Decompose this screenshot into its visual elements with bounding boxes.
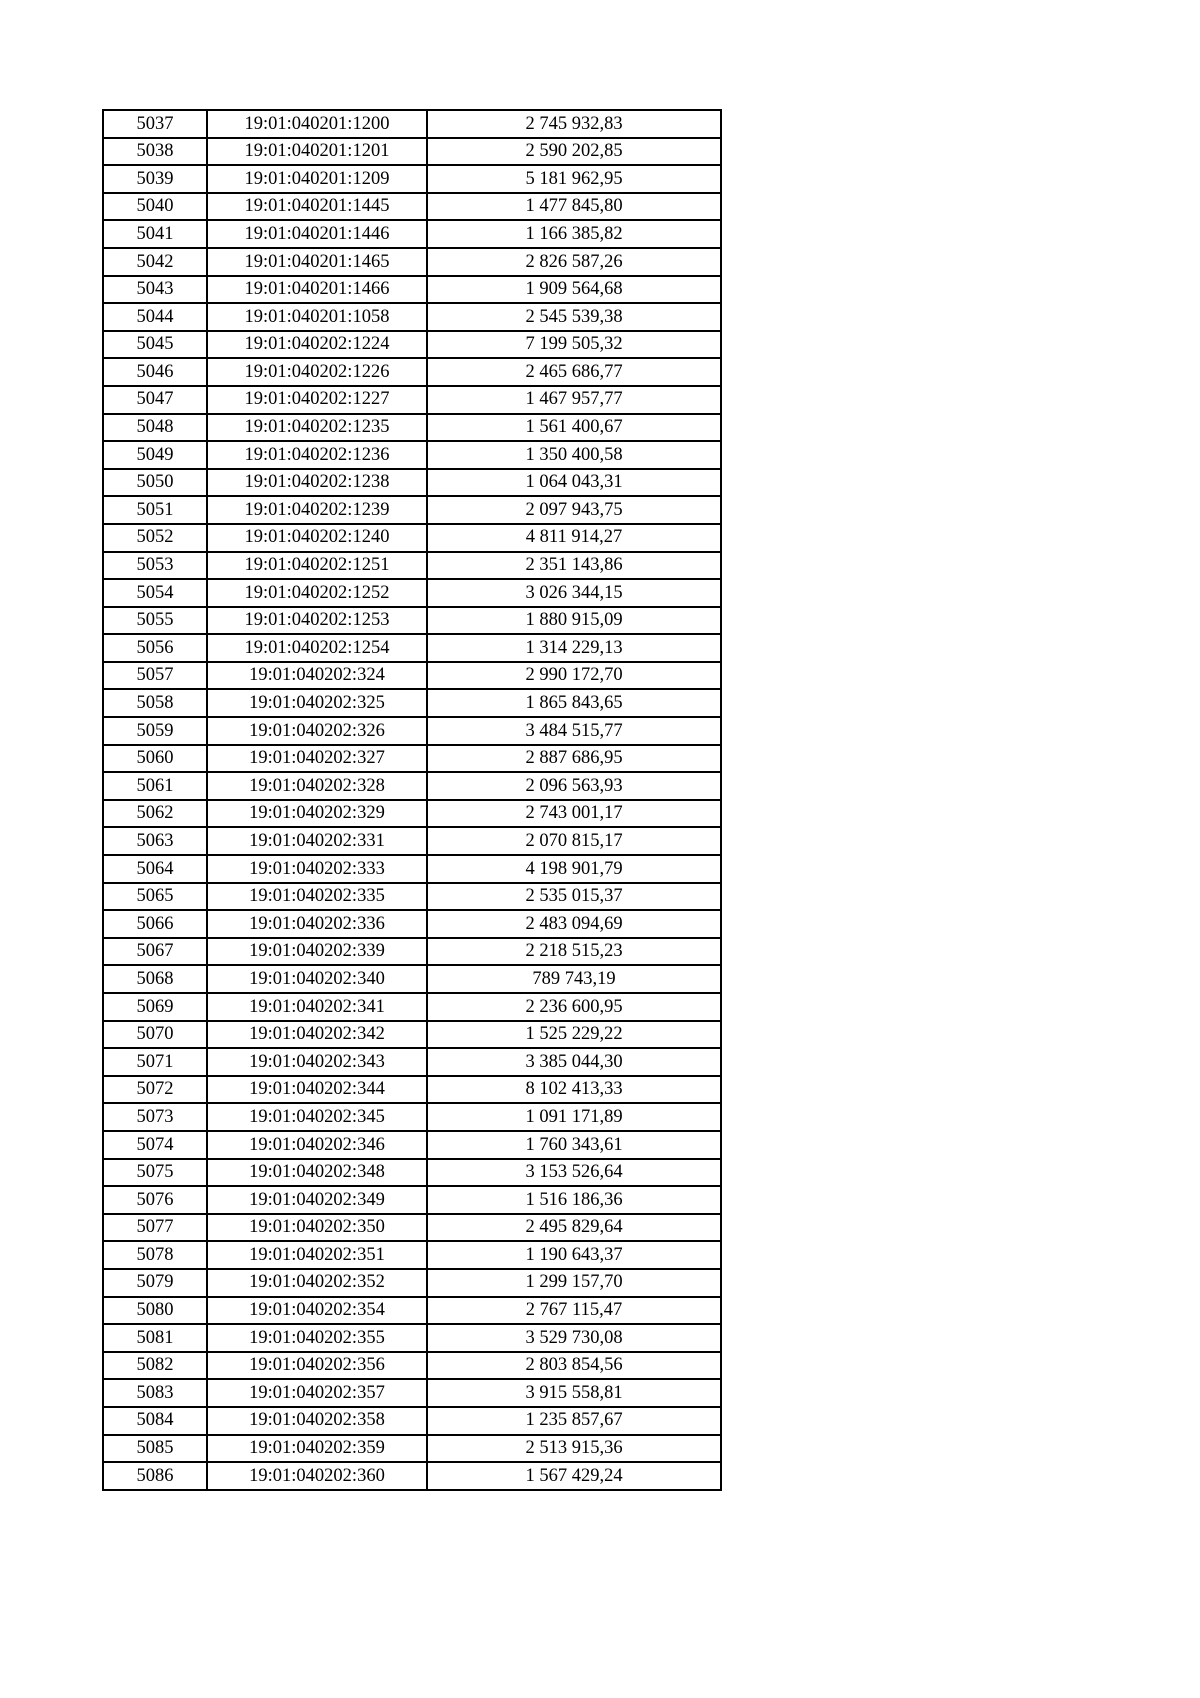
cadastral-number-cell: 19:01:040202:328 — [207, 772, 427, 800]
row-number-cell: 5038 — [103, 138, 207, 166]
table-row — [103, 303, 721, 331]
cadastral-number-cell: 19:01:040201:1200 — [207, 110, 427, 138]
value-cell: 1 525 229,22 — [427, 1021, 721, 1049]
value-cell: 2 483 094,69 — [427, 910, 721, 938]
row-number-cell: 5075 — [103, 1159, 207, 1187]
table-row — [103, 469, 721, 497]
row-number-cell: 5073 — [103, 1103, 207, 1131]
table-row — [103, 1214, 721, 1242]
cadastral-number-cell: 19:01:040202:326 — [207, 717, 427, 745]
cadastral-number-cell: 19:01:040202:345 — [207, 1103, 427, 1131]
table-row — [103, 331, 721, 359]
cadastral-number-cell: 19:01:040202:335 — [207, 883, 427, 911]
cadastral-number-cell: 19:01:040202:336 — [207, 910, 427, 938]
value-cell: 4 811 914,27 — [427, 524, 721, 552]
cadastral-number-cell: 19:01:040202:1240 — [207, 524, 427, 552]
table-row — [103, 138, 721, 166]
cadastral-number-cell: 19:01:040202:339 — [207, 938, 427, 966]
table-row — [103, 772, 721, 800]
row-number-cell: 5054 — [103, 579, 207, 607]
value-cell: 2 826 587,26 — [427, 248, 721, 276]
cadastral-number-cell: 19:01:040202:360 — [207, 1462, 427, 1490]
row-number-cell: 5057 — [103, 662, 207, 690]
value-cell: 2 513 915,36 — [427, 1435, 721, 1463]
row-number-cell: 5045 — [103, 331, 207, 359]
table-row — [103, 993, 721, 1021]
table-row — [103, 1186, 721, 1214]
cadastral-number-cell: 19:01:040202:349 — [207, 1186, 427, 1214]
cadastral-number-cell: 19:01:040202:341 — [207, 993, 427, 1021]
cadastral-number-cell: 19:01:040202:350 — [207, 1214, 427, 1242]
row-number-cell: 5041 — [103, 220, 207, 248]
value-cell: 1 467 957,77 — [427, 386, 721, 414]
value-cell: 7 199 505,32 — [427, 331, 721, 359]
value-cell: 2 495 829,64 — [427, 1214, 721, 1242]
table-row — [103, 689, 721, 717]
cadastral-number-cell: 19:01:040202:1235 — [207, 414, 427, 442]
table-row — [103, 1297, 721, 1325]
cadastral-number-cell: 19:01:040201:1209 — [207, 165, 427, 193]
row-number-cell: 5068 — [103, 965, 207, 993]
value-cell: 2 218 515,23 — [427, 938, 721, 966]
row-number-cell: 5064 — [103, 855, 207, 883]
row-number-cell: 5084 — [103, 1407, 207, 1435]
cadastral-number-cell: 19:01:040202:356 — [207, 1352, 427, 1380]
table-row — [103, 276, 721, 304]
row-number-cell: 5078 — [103, 1241, 207, 1269]
table-row — [103, 1407, 721, 1435]
value-cell: 2 590 202,85 — [427, 138, 721, 166]
value-cell: 1 477 845,80 — [427, 193, 721, 221]
cadastral-number-cell: 19:01:040202:1226 — [207, 358, 427, 386]
row-number-cell: 5056 — [103, 634, 207, 662]
cadastral-number-cell: 19:01:040202:343 — [207, 1048, 427, 1076]
cadastral-number-cell: 19:01:040201:1201 — [207, 138, 427, 166]
value-cell: 1 561 400,67 — [427, 414, 721, 442]
table-row — [103, 883, 721, 911]
cadastral-number-cell: 19:01:040202:355 — [207, 1324, 427, 1352]
table-row — [103, 717, 721, 745]
table-row — [103, 1324, 721, 1352]
value-cell: 2 545 539,38 — [427, 303, 721, 331]
row-number-cell: 5048 — [103, 414, 207, 442]
value-cell: 3 484 515,77 — [427, 717, 721, 745]
value-cell: 1 314 229,13 — [427, 634, 721, 662]
table-row — [103, 496, 721, 524]
cadastral-value-table — [102, 109, 722, 1491]
row-number-cell: 5062 — [103, 800, 207, 828]
value-cell: 8 102 413,33 — [427, 1076, 721, 1104]
value-cell: 3 529 730,08 — [427, 1324, 721, 1352]
cadastral-number-cell: 19:01:040202:1238 — [207, 469, 427, 497]
row-number-cell: 5061 — [103, 772, 207, 800]
cadastral-number-cell: 19:01:040202:324 — [207, 662, 427, 690]
value-cell: 1 091 171,89 — [427, 1103, 721, 1131]
table-row — [103, 524, 721, 552]
row-number-cell: 5074 — [103, 1131, 207, 1159]
value-cell: 1 516 186,36 — [427, 1186, 721, 1214]
cadastral-number-cell: 19:01:040202:357 — [207, 1379, 427, 1407]
table-row — [103, 193, 721, 221]
table-row — [103, 358, 721, 386]
value-cell: 1 064 043,31 — [427, 469, 721, 497]
cadastral-number-cell: 19:01:040202:352 — [207, 1269, 427, 1297]
row-number-cell: 5076 — [103, 1186, 207, 1214]
table-row — [103, 1048, 721, 1076]
row-number-cell: 5067 — [103, 938, 207, 966]
table-row — [103, 1462, 721, 1490]
table-row — [103, 910, 721, 938]
table-row — [103, 220, 721, 248]
cadastral-number-cell: 19:01:040202:1224 — [207, 331, 427, 359]
table-row — [103, 1159, 721, 1187]
value-cell: 1 190 643,37 — [427, 1241, 721, 1269]
table-row — [103, 662, 721, 690]
value-cell: 3 385 044,30 — [427, 1048, 721, 1076]
value-cell: 1 909 564,68 — [427, 276, 721, 304]
row-number-cell: 5053 — [103, 552, 207, 580]
cadastral-number-cell: 19:01:040201:1446 — [207, 220, 427, 248]
value-cell: 2 096 563,93 — [427, 772, 721, 800]
row-number-cell: 5070 — [103, 1021, 207, 1049]
table-row — [103, 579, 721, 607]
row-number-cell: 5082 — [103, 1352, 207, 1380]
row-number-cell: 5037 — [103, 110, 207, 138]
cadastral-number-cell: 19:01:040202:354 — [207, 1297, 427, 1325]
row-number-cell: 5047 — [103, 386, 207, 414]
cadastral-number-cell: 19:01:040202:342 — [207, 1021, 427, 1049]
value-cell: 789 743,19 — [427, 965, 721, 993]
cadastral-number-cell: 19:01:040202:329 — [207, 800, 427, 828]
row-number-cell: 5042 — [103, 248, 207, 276]
table-row — [103, 1269, 721, 1297]
cadastral-number-cell: 19:01:040202:346 — [207, 1131, 427, 1159]
cadastral-number-cell: 19:01:040201:1058 — [207, 303, 427, 331]
table-row — [103, 441, 721, 469]
table-row — [103, 414, 721, 442]
value-cell: 2 097 943,75 — [427, 496, 721, 524]
row-number-cell: 5051 — [103, 496, 207, 524]
value-cell: 1 350 400,58 — [427, 441, 721, 469]
cadastral-number-cell: 19:01:040202:1239 — [207, 496, 427, 524]
row-number-cell: 5065 — [103, 883, 207, 911]
cadastral-number-cell: 19:01:040202:333 — [207, 855, 427, 883]
table-row — [103, 634, 721, 662]
row-number-cell: 5066 — [103, 910, 207, 938]
value-cell: 1 760 343,61 — [427, 1131, 721, 1159]
row-number-cell: 5050 — [103, 469, 207, 497]
value-cell: 1 166 385,82 — [427, 220, 721, 248]
table-row — [103, 938, 721, 966]
table-row — [103, 800, 721, 828]
row-number-cell: 5060 — [103, 745, 207, 773]
cadastral-number-cell: 19:01:040202:1251 — [207, 552, 427, 580]
cadastral-number-cell: 19:01:040201:1466 — [207, 276, 427, 304]
value-cell: 1 880 915,09 — [427, 607, 721, 635]
cadastral-number-cell: 19:01:040202:344 — [207, 1076, 427, 1104]
table-row — [103, 165, 721, 193]
cadastral-number-cell: 19:01:040202:331 — [207, 827, 427, 855]
row-number-cell: 5085 — [103, 1435, 207, 1463]
value-cell: 1 865 843,65 — [427, 689, 721, 717]
cadastral-number-cell: 19:01:040202:1236 — [207, 441, 427, 469]
value-cell: 2 745 932,83 — [427, 110, 721, 138]
row-number-cell: 5049 — [103, 441, 207, 469]
row-number-cell: 5058 — [103, 689, 207, 717]
value-cell: 3 026 344,15 — [427, 579, 721, 607]
table-row — [103, 386, 721, 414]
table-row — [103, 745, 721, 773]
row-number-cell: 5086 — [103, 1462, 207, 1490]
row-number-cell: 5044 — [103, 303, 207, 331]
value-cell: 2 743 001,17 — [427, 800, 721, 828]
table-row — [103, 607, 721, 635]
row-number-cell: 5039 — [103, 165, 207, 193]
value-cell: 2 535 015,37 — [427, 883, 721, 911]
value-cell: 2 070 815,17 — [427, 827, 721, 855]
row-number-cell: 5079 — [103, 1269, 207, 1297]
value-cell: 4 198 901,79 — [427, 855, 721, 883]
row-number-cell: 5055 — [103, 607, 207, 635]
cadastral-number-cell: 19:01:040202:359 — [207, 1435, 427, 1463]
cadastral-number-cell: 19:01:040201:1445 — [207, 193, 427, 221]
value-cell: 2 465 686,77 — [427, 358, 721, 386]
table-row — [103, 1379, 721, 1407]
row-number-cell: 5077 — [103, 1214, 207, 1242]
table-row — [103, 1435, 721, 1463]
row-number-cell: 5083 — [103, 1379, 207, 1407]
cadastral-number-cell: 19:01:040202:1253 — [207, 607, 427, 635]
cadastral-number-cell: 19:01:040201:1465 — [207, 248, 427, 276]
table-row — [103, 965, 721, 993]
value-cell: 1 235 857,67 — [427, 1407, 721, 1435]
cadastral-number-cell: 19:01:040202:1254 — [207, 634, 427, 662]
value-cell: 2 236 600,95 — [427, 993, 721, 1021]
value-cell: 3 915 558,81 — [427, 1379, 721, 1407]
cadastral-number-cell: 19:01:040202:1252 — [207, 579, 427, 607]
value-cell: 2 887 686,95 — [427, 745, 721, 773]
row-number-cell: 5040 — [103, 193, 207, 221]
value-cell: 2 990 172,70 — [427, 662, 721, 690]
table-row — [103, 1241, 721, 1269]
cadastral-number-cell: 19:01:040202:327 — [207, 745, 427, 773]
cadastral-number-cell: 19:01:040202:358 — [207, 1407, 427, 1435]
cadastral-number-cell: 19:01:040202:351 — [207, 1241, 427, 1269]
row-number-cell: 5059 — [103, 717, 207, 745]
value-cell: 1 567 429,24 — [427, 1462, 721, 1490]
value-cell: 3 153 526,64 — [427, 1159, 721, 1187]
table-row — [103, 827, 721, 855]
row-number-cell: 5052 — [103, 524, 207, 552]
table-row — [103, 1103, 721, 1131]
table-body — [103, 110, 721, 1490]
row-number-cell: 5080 — [103, 1297, 207, 1325]
cadastral-number-cell: 19:01:040202:340 — [207, 965, 427, 993]
table-row — [103, 248, 721, 276]
value-cell: 1 299 157,70 — [427, 1269, 721, 1297]
row-number-cell: 5069 — [103, 993, 207, 1021]
row-number-cell: 5081 — [103, 1324, 207, 1352]
table-row — [103, 855, 721, 883]
value-cell: 2 767 115,47 — [427, 1297, 721, 1325]
table-row — [103, 1076, 721, 1104]
table-row — [103, 1131, 721, 1159]
table-row — [103, 110, 721, 138]
cadastral-number-cell: 19:01:040202:1227 — [207, 386, 427, 414]
cadastral-number-cell: 19:01:040202:325 — [207, 689, 427, 717]
value-cell: 5 181 962,95 — [427, 165, 721, 193]
row-number-cell: 5063 — [103, 827, 207, 855]
cadastral-number-cell: 19:01:040202:348 — [207, 1159, 427, 1187]
row-number-cell: 5046 — [103, 358, 207, 386]
row-number-cell: 5072 — [103, 1076, 207, 1104]
table-row — [103, 1352, 721, 1380]
value-cell: 2 351 143,86 — [427, 552, 721, 580]
table-row — [103, 552, 721, 580]
row-number-cell: 5043 — [103, 276, 207, 304]
table-row — [103, 1021, 721, 1049]
value-cell: 2 803 854,56 — [427, 1352, 721, 1380]
row-number-cell: 5071 — [103, 1048, 207, 1076]
